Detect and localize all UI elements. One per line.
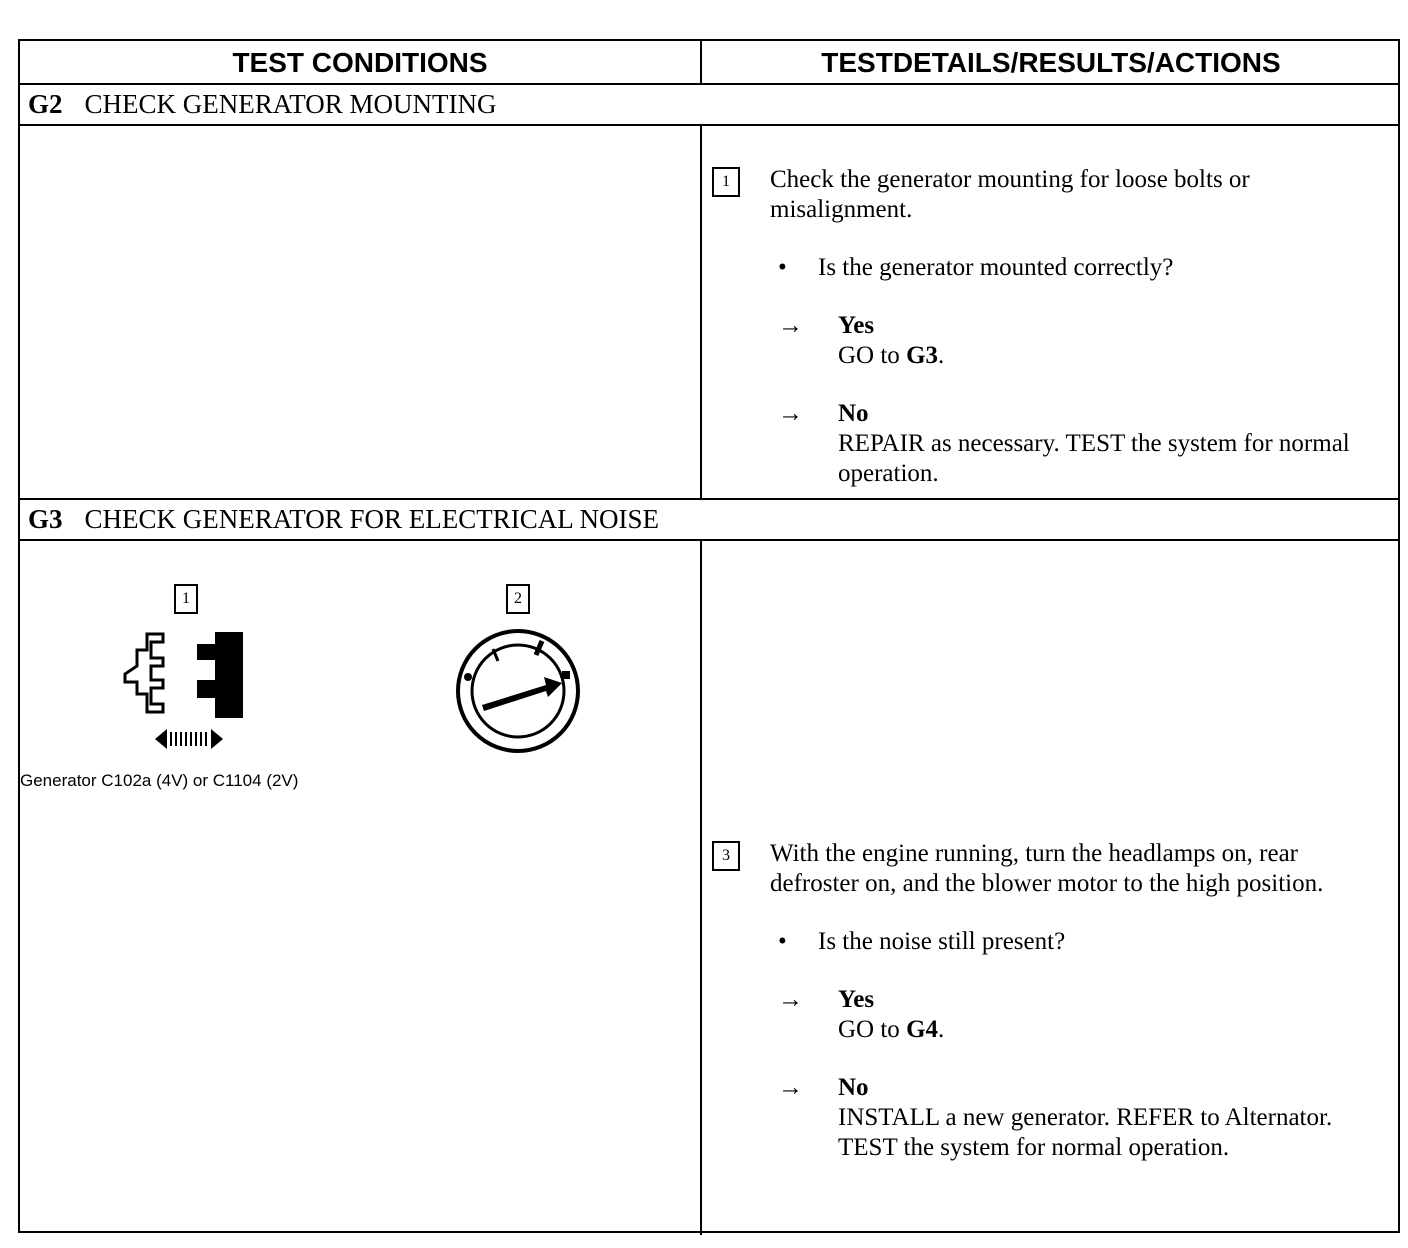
header-test-conditions: TEST CONDITIONS (232, 47, 488, 78)
test-table (18, 39, 1400, 1233)
arrow-right-icon: → (778, 312, 803, 339)
section-code: G3 (28, 504, 63, 534)
answer-yes (778, 985, 1382, 1045)
illustration-step-box-2: 2 (506, 584, 530, 614)
column-divider (700, 541, 702, 1235)
answer-yes-text: GO to (838, 1016, 907, 1043)
column-divider (700, 126, 702, 500)
answer-yes-label: Yes (838, 312, 875, 339)
step-number-box: 1 (712, 167, 740, 197)
section-title-text: CHECK GENERATOR MOUNTING (84, 89, 497, 119)
answer-no-text: INSTALL a new generator. REFER to Alternator. TEST the system for normal operation. (838, 1104, 1333, 1161)
header-rule (20, 83, 1398, 85)
step-text: Check the generator mounting for loose bolts or misalignment. (770, 166, 1250, 223)
bullet-icon: • (778, 928, 787, 955)
section-rule (20, 124, 1398, 126)
illustration-caption: Generator C102a (4V) or C1104 (2V) (20, 771, 299, 790)
goto-target: G4 (906, 1016, 939, 1043)
step-text: With the engine running, turn the headlamps on, rear defroster on, and the blower motor to the high position. (770, 840, 1324, 897)
question-text: Is the noise still present? (818, 928, 1066, 955)
answer-no-label: No (838, 1074, 869, 1101)
section-title-text: CHECK GENERATOR FOR ELECTRICAL NOISE (84, 504, 660, 534)
answer-yes-text: GO to (838, 342, 907, 369)
arrow-right-icon: → (778, 400, 803, 427)
step-g2-1 (712, 165, 1382, 489)
step-g3-3 (712, 839, 1382, 1163)
question (778, 927, 1382, 957)
answer-no-text: REPAIR as necessary. TEST the system for normal operation. (838, 430, 1350, 487)
section-code: G2 (28, 89, 63, 119)
answer-no-label: No (838, 400, 869, 427)
goto-target: G3 (906, 342, 939, 369)
section-rule (20, 498, 1398, 500)
header-test-details: TESTDETAILS/RESULTS/ACTIONS (821, 47, 1281, 78)
section-title-g3 (28, 504, 659, 535)
period: . (938, 1016, 945, 1043)
section-rule (20, 539, 1398, 541)
illustration-step-box-1: 1 (174, 584, 198, 614)
arrow-right-icon: → (778, 986, 803, 1013)
step-number-box: 3 (712, 841, 740, 871)
ignition-switch-icon (450, 627, 590, 757)
bullet-icon: • (778, 254, 787, 281)
period: . (938, 342, 945, 369)
question (778, 253, 1382, 283)
arrow-right-icon: → (778, 1074, 803, 1101)
answer-no (778, 399, 1382, 489)
header-divider (700, 41, 702, 85)
section-title-g2 (28, 89, 497, 120)
answer-yes-label: Yes (838, 986, 875, 1013)
question-text: Is the generator mounted correctly? (818, 254, 1174, 281)
answer-no (778, 1073, 1382, 1163)
answer-yes (778, 311, 1382, 371)
connector-disconnect-icon (115, 624, 255, 754)
